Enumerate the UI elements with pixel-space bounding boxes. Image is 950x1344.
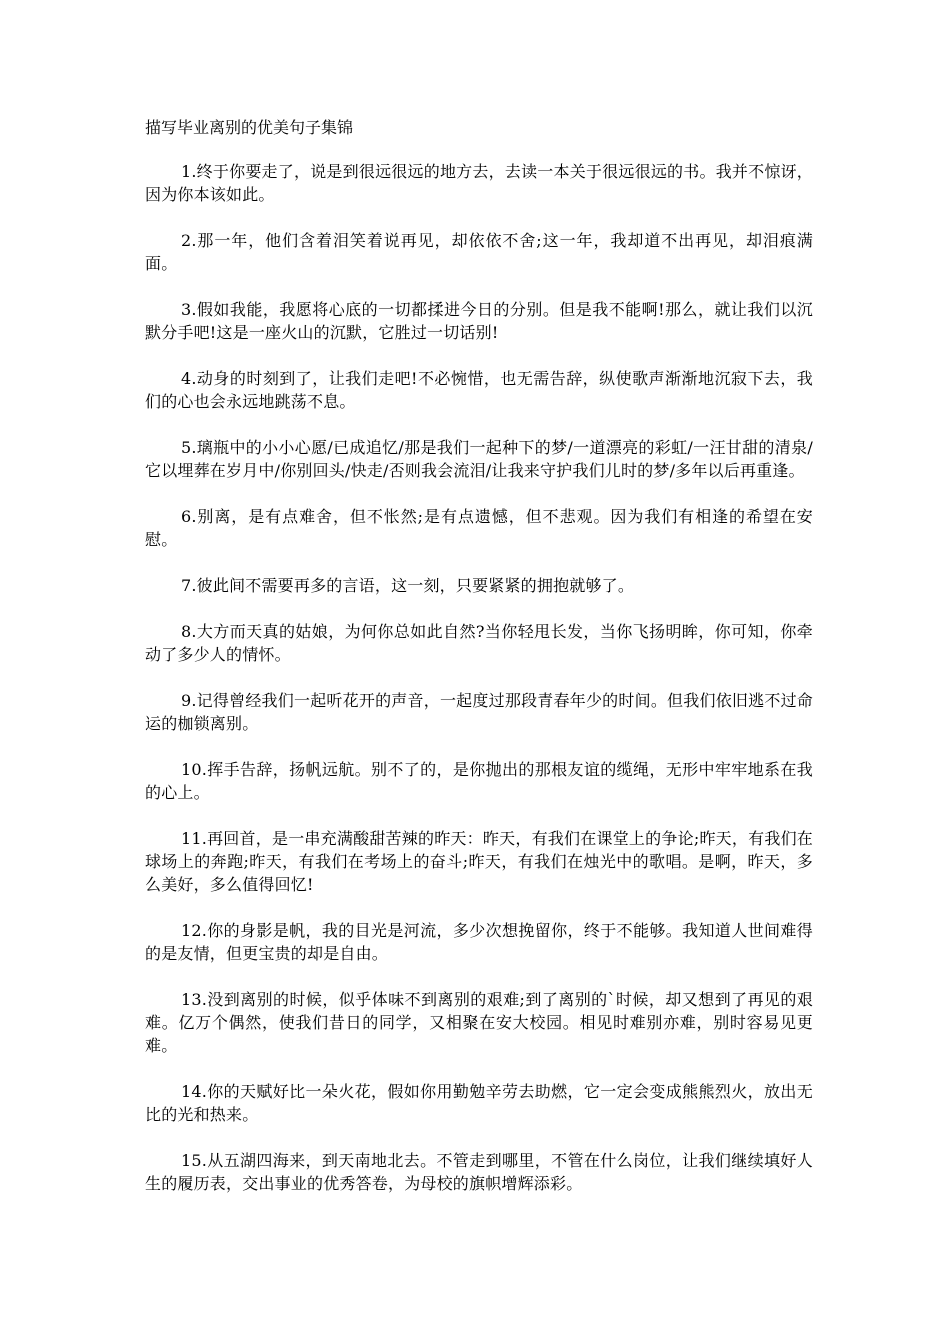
paragraph-1: 1.终于你要走了，说是到很远很远的地方去，去读一本关于很远很远的书。我并不惊讶，因为你本该如此。	[145, 162, 813, 204]
paragraph-6: 6.别离，是有点难舍，但不怅然;是有点遗憾，但不悲观。因为我们有相逢的希望在安慰。	[145, 507, 813, 549]
paragraph-11: 11.再回首，是一串充满酸甜苦辣的昨天：昨天，有我们在课堂上的争论;昨天，有我们在球场上的奔跑;昨天，有我们在考场上的奋斗;昨天，有我们在烛光中的歌唱。是啊，昨天，多么美好，多么值得回忆!	[145, 829, 813, 894]
paragraph-12: 12.你的身影是帆，我的目光是河流，多少次想挽留你，终于不能够。我知道人世间难得的是友情，但更宝贵的却是自由。	[145, 921, 813, 963]
document-title: 描写毕业离别的优美句子集锦	[145, 118, 354, 137]
paragraph-2: 2.那一年，他们含着泪笑着说再见，却依依不舍;这一年，我却道不出再见，却泪痕满面。	[145, 231, 813, 273]
paragraph-9: 9.记得曾经我们一起听花开的声音，一起度过那段青春年少的时间。但我们依旧逃不过命运的枷锁离别。	[145, 691, 813, 733]
paragraph-15: 15.从五湖四海来，到天南地北去。不管走到哪里，不管在什么岗位，让我们继续填好人生的履历表，交出事业的优秀答卷，为母校的旗帜增辉添彩。	[145, 1151, 813, 1193]
paragraph-7: 7.彼此间不需要再多的言语，这一刻，只要紧紧的拥抱就够了。	[181, 576, 635, 595]
paragraph-5: 5.璃瓶中的小小心愿/已成追忆/那是我们一起种下的梦/一道漂亮的彩虹/一汪甘甜的清泉/它以埋葬在岁月中/你别回头/快走/否则我会流泪/让我来守护我们儿时的梦/多年以后再重逢。	[145, 438, 813, 480]
paragraph-4: 4.动身的时刻到了，让我们走吧!不必惋惜，也无需告辞，纵使歌声渐渐地沉寂下去，我们的心也会永远地跳荡不息。	[145, 369, 813, 411]
paragraph-14: 14.你的天赋好比一朵火花，假如你用勤勉辛劳去助燃，它一定会变成熊熊烈火，放出无比的光和热来。	[145, 1082, 813, 1124]
document-body	[145, 160, 813, 1218]
paragraph-3: 3.假如我能，我愿将心底的一切都揉进今日的分别。但是我不能啊!那么，就让我们以沉默分手吧!这是一座火山的沉默，它胜过一切话别!	[145, 300, 813, 342]
paragraph-10: 10.挥手告辞，扬帆远航。别不了的，是你抛出的那根友谊的缆绳，无形中牢牢地系在我的心上。	[145, 760, 813, 802]
paragraph-8: 8.大方而天真的姑娘，为何你总如此自然?当你轻甩长发，当你飞扬明眸，你可知，你牵动了多少人的情怀。	[145, 622, 813, 664]
paragraph-13: 13.没到离别的时候，似乎体味不到离别的艰难;到了离别的`时候，却又想到了再见的艰难。亿万个偶然，使我们昔日的同学，又相聚在安大校园。相见时难别亦难，别时容易见更难。	[145, 990, 813, 1055]
